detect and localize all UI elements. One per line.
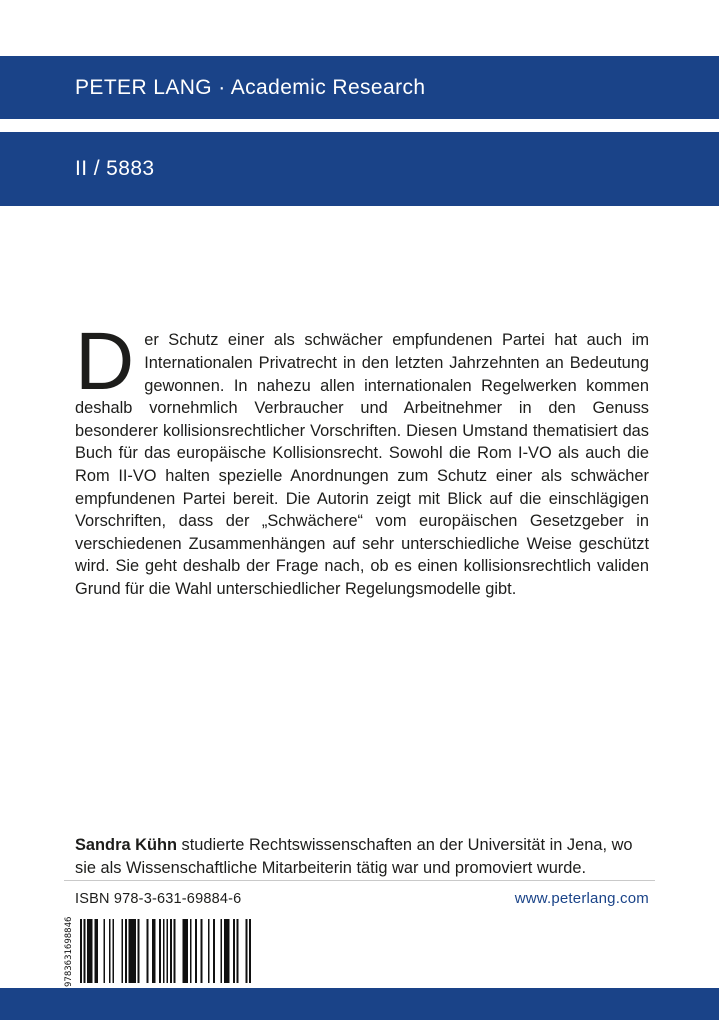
author-bio-text: studierte Rechtswissenschaften an der Universität in Jena, wo sie als Wissenschaftliche Mitarbeiterin tätig war und promoviert wurde. <box>75 836 633 877</box>
ean-barcode <box>64 917 260 988</box>
author-name: Sandra Kühn <box>75 836 177 855</box>
publisher-brand-band <box>0 56 719 119</box>
divider-rule <box>64 880 655 881</box>
series-number-text: II / 5883 <box>75 157 155 180</box>
isbn-text: ISBN 978-3-631-69884-6 <box>75 891 242 907</box>
back-cover-blurb <box>75 316 649 600</box>
author-bio <box>75 834 649 879</box>
footer-row <box>75 890 649 907</box>
barcode-bars <box>80 919 251 988</box>
blurb-text: er Schutz einer als schwächer empfundenen Partei hat auch im Internationalen Privatrecht in den letzten Jahrzehnten an Bedeutung gewonnen. In nahezu allen internationalen Regelwerken kommen deshalb vornehmlich Verbraucher und Arbeitnehmer in den Genuss besonderer kollisionsrechtlicher Vorschriften. Diesen Umstand thematisiert das Buch für das europäische Kollisionsrecht. Sowohl die Rom I-VO als auch die Rom II-VO halten spezielle Anordnungen zum Schutz einer als schwächer empfundenen Partei bereit. Die Autorin zeigt mit Blick auf die einschlägigen Vorschriften, dass der „Schwächere“ vom europäischen Gesetzgeber in verschiedenen Zusammenhängen auf sehr unterschiedliche Weise geschützt wird. Sie geht deshalb der Frage nach, ob es einen kollisionsrechtlich validen Grund für die Wahl unterschiedlicher Regelungsmodelle gibt. <box>75 331 649 598</box>
publisher-website-text: www.peterlang.com <box>514 890 649 907</box>
publisher-brand-text: PETER LANG · Academic Research <box>75 75 426 99</box>
drop-cap: D <box>75 316 135 408</box>
bottom-band <box>0 988 719 1020</box>
series-number-band <box>0 132 719 206</box>
barcode-number: 9783631698846 <box>64 916 74 987</box>
